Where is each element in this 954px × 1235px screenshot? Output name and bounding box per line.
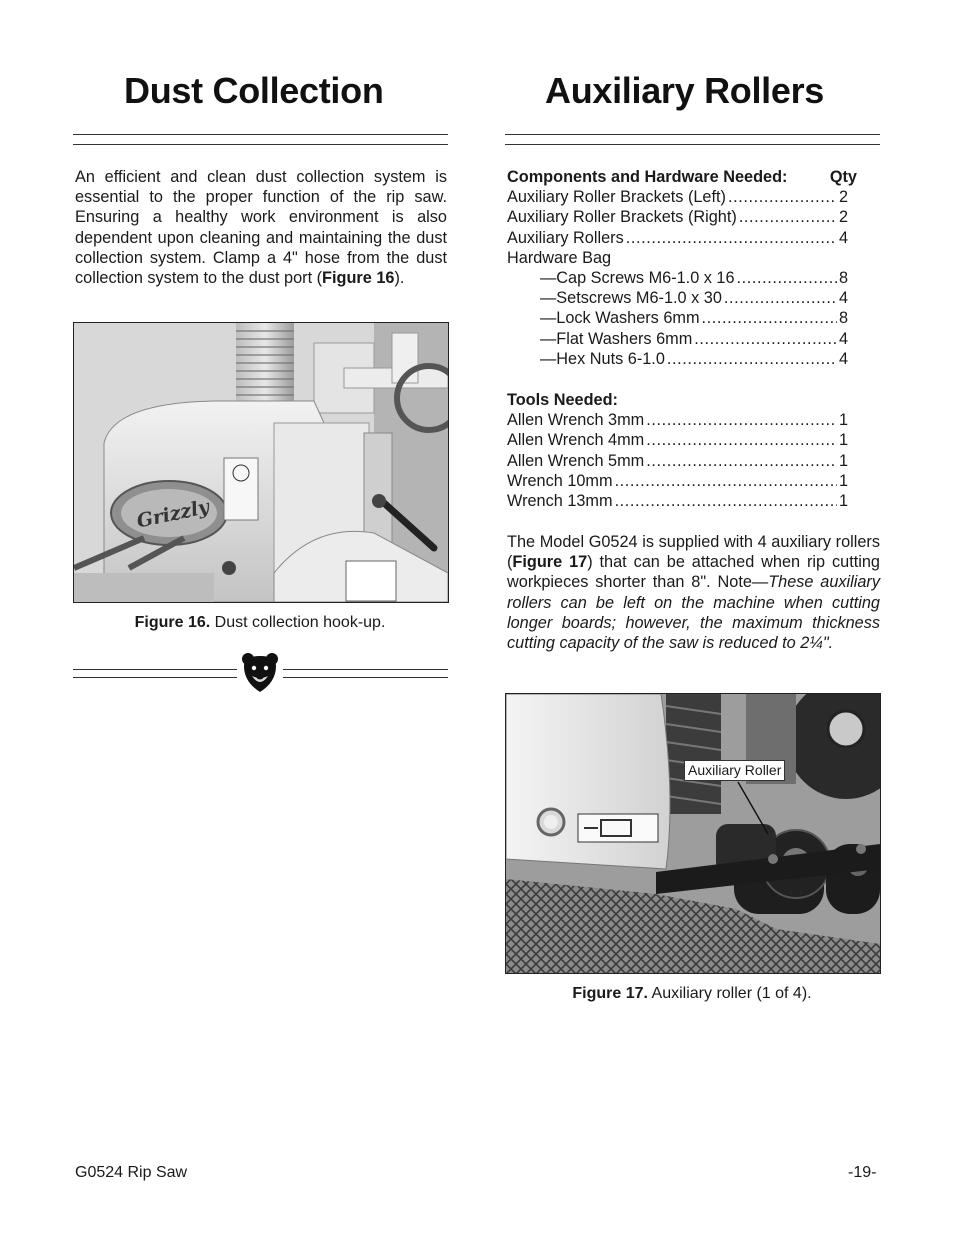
figure-17-photo <box>505 693 881 974</box>
figure-16-caption-text: Dust collection hook-up. <box>210 614 386 631</box>
figure-17-caption <box>505 985 879 1003</box>
list-item: —Hex Nuts 6-1.0 ..... 4 <box>540 349 848 369</box>
list-item: Allen Wrench 3mm ..... 1 <box>507 410 848 430</box>
list-item: —Cap Screws M6-1.0 x 16 ..... 8 <box>540 268 848 288</box>
list-item: Wrench 13mm ..... 1 <box>507 491 848 511</box>
tools-header: Tools Needed: <box>507 391 618 409</box>
auxiliary-roller-callout: Auxiliary Roller <box>684 760 785 781</box>
components-list <box>507 167 857 187</box>
bear-logo-icon <box>241 652 279 694</box>
divider-rule-left-top <box>73 669 237 670</box>
auxiliary-rollers-paragraph: The Model G0524 is supplied with 4 auxiliary rollers (Figure 17) that can be attached when rip cutting workpieces shorter than 8". Note—These auxiliary rollers can be left on the machine when cutting longer boards; however, the maximum thickness cutting capacity of the saw is reduced to 2¼". <box>507 533 880 653</box>
figure-16-label: Figure 16. <box>134 614 211 631</box>
divider-rule-left-bottom <box>73 677 237 678</box>
auxiliary-roller-illustration <box>506 694 880 973</box>
hardware-bag-label: Hardware Bag <box>507 248 612 267</box>
components-header: Components and Hardware Needed: <box>507 168 788 186</box>
grizzly-logo-text: Grizzly <box>134 495 212 533</box>
figure-16-reference: Figure 16 <box>322 269 395 288</box>
tools-list <box>507 390 848 511</box>
left-title-rule-top <box>73 134 448 135</box>
figure-17-reference: Figure 17 <box>512 553 588 572</box>
components-items <box>507 187 848 268</box>
page-number: -19- <box>848 1164 877 1181</box>
right-title-rule-top <box>505 134 880 135</box>
hardware-items <box>540 268 848 369</box>
qty-header: Qty <box>829 168 857 186</box>
list-item: Wrench 10mm ..... 1 <box>507 471 848 491</box>
list-item: Auxiliary Roller Brackets (Right) ..... 2 <box>507 207 848 227</box>
components-header-row <box>507 167 857 187</box>
footer-model-name: G0524 Rip Saw <box>75 1164 188 1181</box>
list-item: —Lock Washers 6mm ..... 8 <box>540 308 848 328</box>
figure-16-photo <box>73 322 449 603</box>
figure-17-caption-text: Auxiliary roller (1 of 4). <box>647 985 812 1002</box>
auxiliary-rollers-title: Auxiliary Rollers <box>545 70 825 111</box>
dust-collection-title: Dust Collection <box>124 70 384 111</box>
figure-16-caption <box>73 614 447 632</box>
dust-collection-paragraph: An efficient and clean dust collection system is essential to the proper function of the rip saw. Ensuring a healthy work environment is also dependent upon cleaning and maintaining the dust collection system. Clamp a 4" hose from the dust collection system to the dust port (Figure 16). <box>75 168 447 288</box>
figure-17-label: Figure 17. <box>572 985 648 1002</box>
list-item: —Setscrews M6-1.0 x 30 ..... 4 <box>540 288 848 308</box>
list-item: Auxiliary Roller Brackets (Left) ..... 2 <box>507 187 848 207</box>
list-item: Allen Wrench 5mm ..... 1 <box>507 451 848 471</box>
list-item: Allen Wrench 4mm ..... 1 <box>507 430 848 450</box>
divider-rule-right-top <box>283 669 448 670</box>
list-item: Auxiliary Rollers ..... 4 <box>507 228 848 248</box>
dust-collection-machine-illustration <box>74 323 448 602</box>
divider-rule-right-bottom <box>283 677 448 678</box>
list-item: —Flat Washers 6mm ..... 4 <box>540 329 848 349</box>
note-italic-text: These auxiliary rollers can be left on the machine when cutting longer boards; however, the maximum thickness cutting capacity of the saw is reduced to 2¼". <box>507 573 880 653</box>
right-title-rule-bottom <box>505 144 880 145</box>
left-title-rule-bottom <box>73 144 448 145</box>
